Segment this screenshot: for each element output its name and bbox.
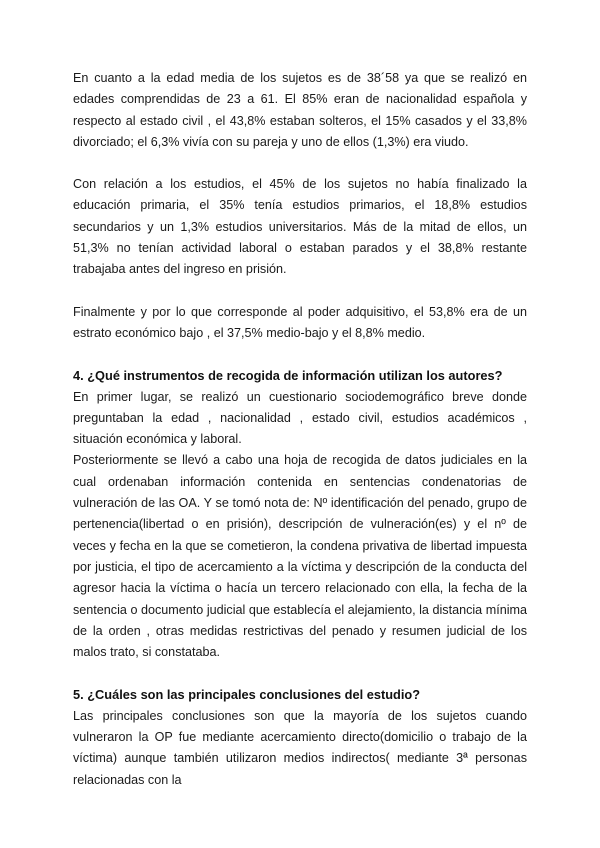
spacer [73,281,527,302]
spacer [73,344,527,365]
paragraph-economic: Finalmente y por lo que corresponde al poder adquisitivo, el 53,8% era de un estrato económico bajo , el 37,5% medio-bajo y el 8,8% medio. [73,304,527,340]
section-4-paragraph-questionnaire: En primer lugar, se realizó un cuestionario sociodemográfico breve donde preguntaban la edad , nacionalidad , estado civil, estudios académicos , situación económica y laboral. [73,389,527,447]
section-5-paragraph-conclusions: Las principales conclusiones son que la mayoría de los sujetos cuando vulneraron la OP fue mediante acercamiento directo(domicilio o trabajo de la víctima) aunque también utilizaron medios indirectos( mediante 3ª personas relacionadas con la [73,708,527,787]
section-4-paragraph-judicial-data: Posteriormente se llevó a cabo una hoja de recogida de datos judiciales en la cual ordenaban información contenida en sentencias condenatorias de vulneración de las OA. Y se tomó nota de: Nº identificación del penado, grupo de pertenencia(libertad o en prisión), descripción de vulneración(es) y el nº de veces y fecha en la que se cometieron, la condena privativa de libertad impuesta por justicia, el tipo de acercamiento a la víctima y descripción de la conducta del agresor hacia la víctima o hacía un tercero relacionado con ella, la fecha de la sentencia o documento judicial que establecía el alejamiento, la distancia mínima de la orden , otras medidas restrictivas del penado y resumen judicial de los malos trato, si constataba. [73,453,527,660]
spacer [73,153,527,174]
section-5-heading: 5. ¿Cuáles son las principales conclusiones del estudio? [73,687,421,703]
paragraph-education: Con relación a los estudios, el 45% de los sujetos no había finalizado la educación primaria, el 35% tenía estudios primarios, el 18,8% estudios secundarios y un 1,3% estudios universitarios. Más de la mitad de ellos, un 51,3% no tenían actividad laboral o estaban parados y el 38,8% restante trabajaba antes del ingreso en prisión. [73,177,527,277]
section-4-heading: 4. ¿Qué instrumentos de recogida de información utilizan los autores? [73,368,503,384]
spacer [73,663,527,684]
paragraph-age-nationality: En cuanto a la edad media de los sujetos es de 38´58 ya que se realizó en edades comprendidas de 23 a 61. El 85% eran de nacionalidad española y respecto al estado civil , el 43,8% estaban solteros, el 15% casados y el 33,8% divorciado; el 6,3% vivía con su pareja y uno de ellos (1,3%) era viudo. [73,71,527,149]
